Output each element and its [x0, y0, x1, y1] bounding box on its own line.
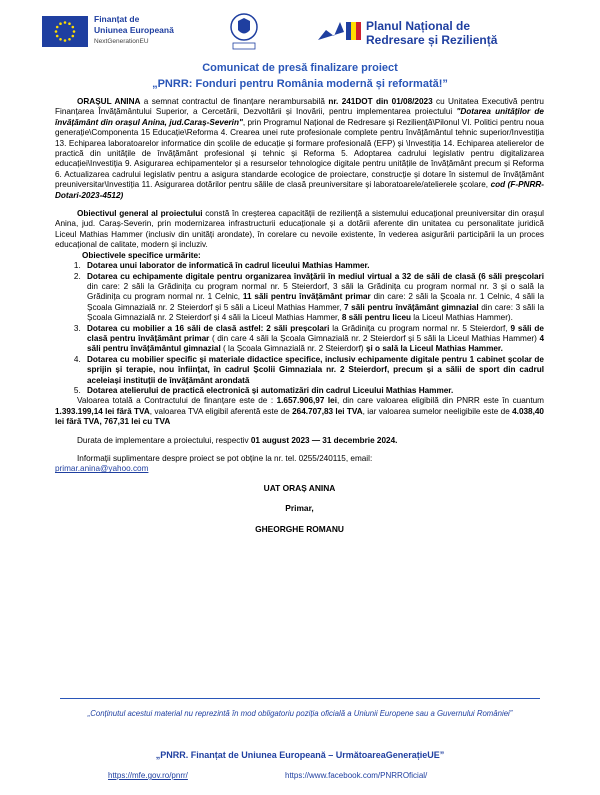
- list-item: 1. Dotarea unui laborator de informatică în cadrul liceului Mathias Hammer.: [83, 261, 544, 271]
- ineligible-value: 4.038,40 lei fără TVA, 767,31 lei cu TVA: [55, 406, 544, 427]
- eu-funding-text: [94, 14, 174, 47]
- general-objective-paragraph: [55, 209, 544, 251]
- eu-line1: Finanțat de: [94, 14, 140, 24]
- list-item: 2. Dotarea cu echipamente digitale pentru organizarea învățării în mediul virtual a 32 de săli de clasă (6 săli preșcolari din care: 2 săli la Grădinița cu program normal nr. 5 Steierdorf, 3 săli la Grădinița cu program normal nr. 3 și o sală la Grădinița cu program normal nr. 1 Celnic, 11 săli pentru învățământ primar din care: 2 săli la Școala nr. 1 Celnic, 4 săli la Școala Gimnazială nr. 2 Steierdorf și 5 săli a Liceul Mathias Hammer, 7 săli pentru învățământ gimnazial din care: 3 săli la Școala Gimnazială nr. 2 Steierdorf și 4 săli la Liceul Mathias Hammer, 8 săli pentru liceu la Liceul Mathias Hammer).: [83, 272, 544, 324]
- footer-slogan: „PNRR. Finanțat de Uniunea Europeană – UrmătoareaGenerațieUE”: [155, 750, 445, 760]
- project-name: "Dotarea unităților de învățământ din orașul Anina, jud.Caraș-Severin": [55, 107, 544, 127]
- total-value: 1.657.906,97 lei: [276, 396, 337, 406]
- intro-text-2: cu Unitatea Executivă pentru Finanțarea Învățământului Superior, a Cercetării, Dezvoltării și Inovării, pentru implementarea proiectului: [55, 97, 544, 117]
- mfe-pnrr-link[interactable]: https://mfe.gov.ro/pnrr/: [108, 771, 188, 780]
- header-logos: [0, 10, 600, 60]
- vat-value: 264.707,83 lei TVA: [292, 406, 363, 416]
- list-item: 3. Dotarea cu mobilier a 16 săli de clasă astfel: 2 săli preșcolari la Grădinița cu program normal nr. 5 Steierdorf, 9 săli de clasă pentru învățământ primar ( din care 4 săli la Școala Gimnazială nr. 2 Steierdorf și 5 săli la Liceul Mathias Hammer) 4 săli pentru învățământul gimnazial ( la Școala Gimnazială nr. 2 Steierdorf) și o sală la Liceul Mathias Hammer.: [83, 324, 544, 355]
- pnrr-line2: Redresare și Reziliență: [366, 33, 498, 47]
- eligible-value: 1.393.199,14 lei fără TVA: [55, 406, 150, 416]
- intro-text-3: , prin Programul Național de Redresare și Reziliență\Pilonul VI. Politici pentru noua generație\Componenta 15 Educație\Reforma 4. Crearea unei rute profesionale complete pentru învățământul tehnic superior/Investiția 13. Echiparea laboratoarelor informatice din școlile de educație și formare profesională (EFP) și \Investiția 14. Echiparea atelierelor de practică din unitățile de învățământ profesional și tehnic și Reforma 5. Adoptarea cadrului legislativ pentru digitalizarea educației\Investiția 9. Asigurarea echipamentelor și a resurselor tehnologice digitale pentru unitățile de învățământ precum și Reforma 6. Actualizarea cadrului legislativ pentru a asigura standarde ecologice de proiectare, construcție și dotare în sistemul de învățământ preuniversitar\Investiția 11. Asigurarea dotărilor pentru sălile de clasă preuniversitare și laboratoarele/atelierele școlare,: [55, 117, 544, 190]
- implementation-period: 01 august 2023 — 31 decembrie 2024.: [250, 435, 398, 445]
- specific-objectives-list: [55, 261, 544, 396]
- intro-text-1: a semnat contractul de finanțare nerambursabilă: [140, 97, 329, 106]
- press-release-body: [55, 97, 544, 534]
- info-paragraph: Informații suplimentare despre proiect se pot obține la nr. tel. 0255/240115, email:: [77, 454, 373, 463]
- eu-line2: Uniunea Europeană: [94, 25, 174, 35]
- pnrr-logo: [316, 16, 362, 46]
- signature-institution: UAT ORAȘ ANINA: [263, 482, 336, 493]
- signature-role: Primar,: [285, 503, 314, 514]
- city-name: ORAȘUL ANINA: [77, 97, 141, 106]
- government-crest-logo: [229, 12, 259, 52]
- value-paragraph: Valoarea totală a Contractului de finanțare este de : 1.657.906,97 lei, din care valoarea eligibilă din PNRR este în cuantum 1.393.199,14 lei fără TVA, valoarea TVA eligibil aferentă este de 264.707,83 lei TVA, iar valoarea sumelor neeligibile este de 4.038,40 lei fără TVA, 767,31 lei cu TVA: [55, 396, 544, 427]
- project-code: cod (F-PNRR-Dotari-2023-4512): [55, 180, 544, 200]
- general-objective-text: constă în creșterea capacității de reziliență a sistemului educațional preuniversitar din orașul Anina, jud. Caraș-Severin, prin modernizarea infrastructurii educaționale și a dotării aferente din unitatea cu personalitate juridică Liceul Mathias Hammer (inclusiv din unități arondate), în corelare cu nevoile existente, în vederea asigurării participării la un proces educațional de calitate, modern și incluziv.: [55, 209, 544, 250]
- pnrr-line1: Planul Național de: [366, 19, 471, 33]
- facebook-pnrr-link[interactable]: https://www.facebook.com/PNRROficial/: [285, 771, 428, 780]
- eu-disclaimer: „Conținutul acestui material nu reprezintă în mod obligatoriu poziția oficială a Uniunii Europene sau a Guvernului României”: [60, 698, 540, 719]
- pnrr-title: [366, 19, 497, 47]
- list-item: 4. Dotarea cu mobilier specific și materiale didactice specifice, inclusiv echipamente digitale pentru 1 cabinet școlar de sprijin și terapie, nou înființat, în cadrul Școlii Gimnaziala nr. 2 Steierdorf, precum și a sălii de sport din cadrul aceleiași instituții de învățământ arondată: [83, 355, 544, 386]
- eu-flag-logo: [42, 16, 88, 47]
- contract-number: nr. 241DOT din 01/08/2023: [328, 97, 433, 106]
- signature-name: GHEORGHE ROMANU: [255, 523, 344, 534]
- specific-objectives-heading: Obiectivele specifice urmărite:: [82, 250, 201, 260]
- press-release-title: Comunicat de presă finalizare proiect: [202, 62, 398, 74]
- email-link[interactable]: primar.anina@yahoo.com: [55, 464, 149, 474]
- general-objective-label: Obiectivul general al proiectului: [77, 209, 203, 219]
- list-item: 5. Dotarea atelierului de practică electronică și automatizări din cadrul Liceului Mathias Hammer.: [83, 386, 544, 396]
- duration-paragraph: Durata de implementare a proiectului, respectiv 01 august 2023 — 31 decembrie 2024.: [77, 435, 398, 445]
- intro-paragraph: [55, 97, 544, 201]
- eu-line3: NextGenerationEU: [94, 38, 149, 45]
- press-release-subtitle: „PNRR: Fonduri pentru România modernă și reformată!”: [152, 78, 448, 90]
